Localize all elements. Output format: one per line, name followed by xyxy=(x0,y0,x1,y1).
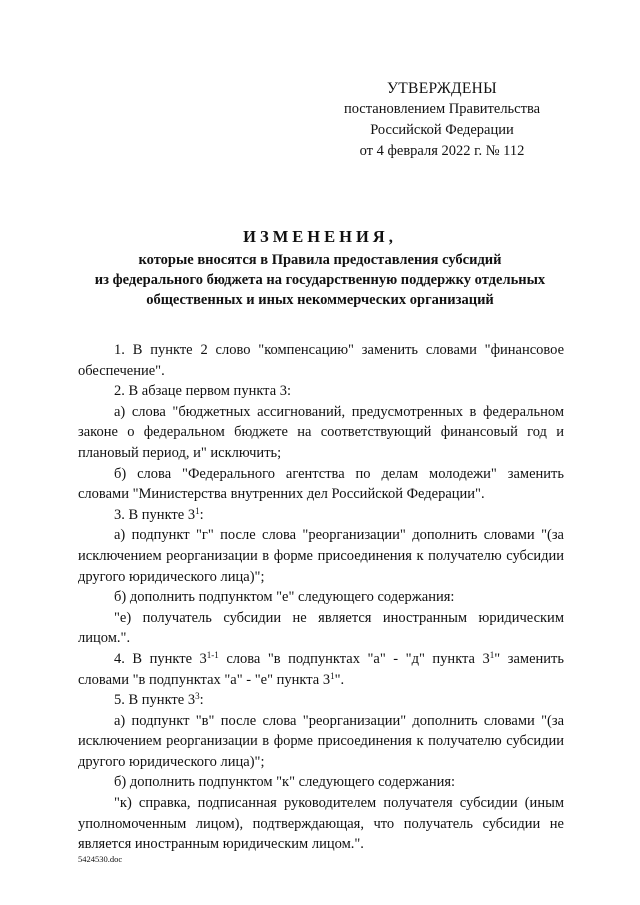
paragraph-item-1: 1. В пункте 2 слово "компенсацию" заменить словами "финансовое обеспечение". xyxy=(78,342,564,379)
document-subtitle xyxy=(60,250,580,310)
subtitle-line-3: общественных и иных некоммерческих организаций xyxy=(146,292,494,308)
paragraph-item-2: 2. В абзаце первом пункта 3: xyxy=(114,383,292,400)
item-3-colon: : xyxy=(199,506,204,523)
subtitle-line-1: которые вносятся в Правила предоставления субсидий xyxy=(138,252,502,268)
approval-line-3: от 4 февраля 2022 г. № 112 xyxy=(359,143,525,159)
paragraph-item-4 xyxy=(78,649,564,690)
item-3-text: 3. В пункте 3 xyxy=(114,506,196,523)
approval-line-1: постановлением Правительства xyxy=(343,101,541,117)
approval-block xyxy=(330,78,554,162)
item-5-colon: : xyxy=(199,692,204,709)
item-4-sup-2: 1 xyxy=(489,649,495,660)
paragraph-item-3b: б) дополнить подпунктом "е" следующего содержания: xyxy=(114,589,455,606)
approval-title: УТВЕРЖДЕНЫ xyxy=(387,80,497,97)
paragraph-item-5a: а) подпункт "в" после слова "реорганизации" дополнить словами "(за исключением реорганизации в форме присоединения к получателю субсидии другого юридического лица)"; xyxy=(78,712,564,770)
paragraph-item-5b: б) дополнить подпунктом "к" следующего содержания: xyxy=(114,774,456,791)
item-4-part-c: " заменить словами "в подпунктах "а" - "е" пункта 3 xyxy=(78,650,564,688)
item-5-text: 5. В пункте 3 xyxy=(114,692,196,709)
paragraph-item-2a: а) слова "бюджетных ассигнований, предусмотренных в федеральном законе о федеральном бюджете на соответствующий финансовый год и плановый период, и" исключить; xyxy=(78,403,564,461)
paragraph-item-5b-quote: "к) справка, подписанная руководителем получателя субсидии (иным уполномоченным лицом), подтверждающая, что получатель субсидии не является иностранным юридическим лицом.". xyxy=(78,795,564,853)
item-4-part-a: 4. В пункте 3 xyxy=(114,650,207,667)
paragraph-item-3b-quote: "е) получатель субсидии не является иностранным юридическим лицом.". xyxy=(78,609,564,647)
paragraph-item-3a: а) подпункт "г" после слова "реорганизации" дополнить словами "(за исключением реорганизации в форме присоединения к получателю субсидии другого юридического лица)"; xyxy=(78,527,564,585)
item-4-sup-1: 1-1 xyxy=(206,649,219,660)
document-title: ИЗМЕНЕНИЯ, xyxy=(243,227,397,246)
document-body xyxy=(78,340,564,855)
footer-filename: 5424530.doc xyxy=(78,854,123,864)
paragraph-item-5 xyxy=(78,690,564,711)
item-4-part-d: ". xyxy=(334,671,345,688)
item-4-sup-3: 1 xyxy=(330,670,335,681)
item-5-superscript: 3 xyxy=(195,691,200,702)
item-4-part-b: слова "в подпунктах "а" - "д" пункта 3 xyxy=(218,650,490,667)
approval-line-2: Российской Федерации xyxy=(370,122,514,138)
item-3-superscript: 1 xyxy=(195,505,200,516)
paragraph-item-3 xyxy=(78,505,564,526)
paragraph-item-2b: б) слова "Федерального агентства по делам молодежи" заменить словами "Министерства внутренних дел Российской Федерации". xyxy=(78,465,564,503)
subtitle-line-2: из федерального бюджета на государственную поддержку отдельных xyxy=(94,272,546,288)
